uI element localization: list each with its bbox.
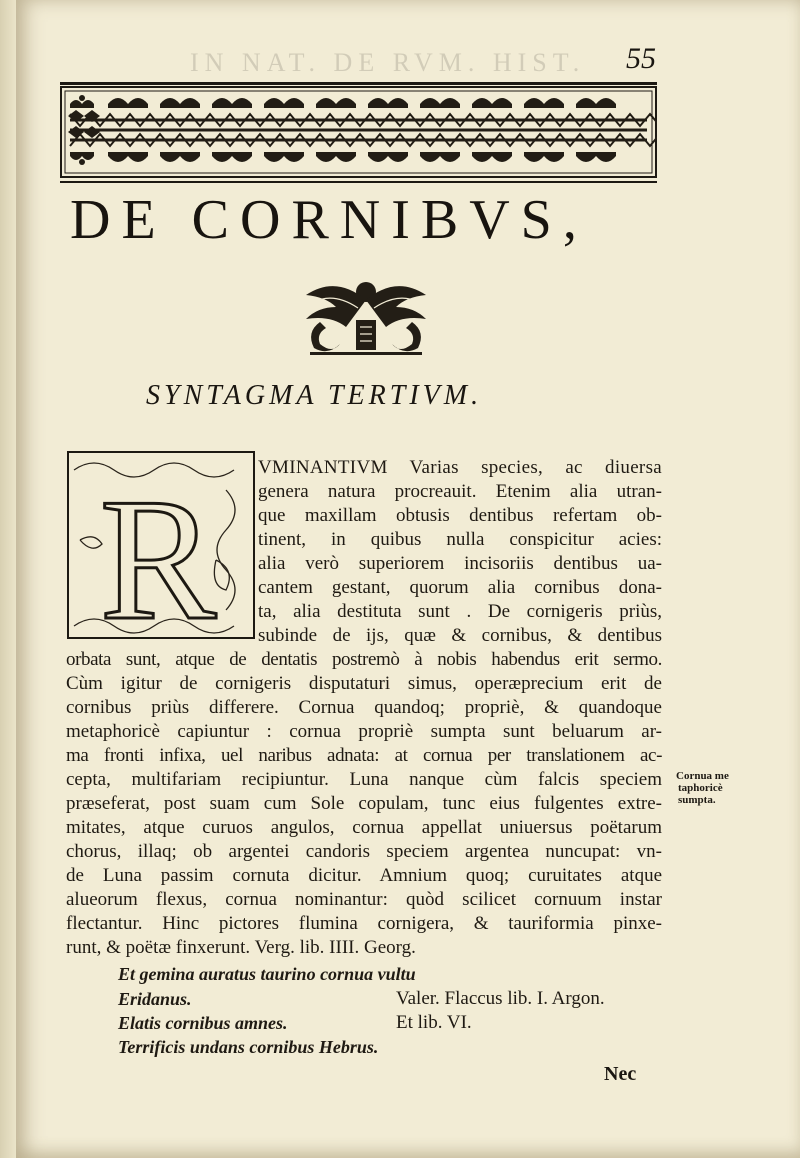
body-line: mitates, atque curuos angulos, cornua appellat uniuersus poëtarum xyxy=(66,817,662,838)
marginal-note-line: taphoricè xyxy=(678,782,723,794)
body-line: metaphoricè capiuntur : cornua propriè sumpta sunt beluarum ar- xyxy=(66,721,662,742)
ornamental-headpiece xyxy=(60,86,657,184)
ornament-vignette xyxy=(300,272,432,356)
body-line: cornibus priùs differere. Cornua quandoq; propriè, & quandoque xyxy=(66,697,662,718)
marginal-note xyxy=(676,770,746,806)
body-line: alueorum flexus, cornua nominantur: quòd scilicet cornuum instar xyxy=(66,889,662,910)
body-line: cantem gestant, quorum alia cornibus dona- xyxy=(258,577,662,598)
catchword: Nec xyxy=(604,1063,637,1085)
body-line: VMINANTIVM Varias species, ac diuersa xyxy=(258,457,662,478)
body-line: subinde de ijs, quæ & cornibus, & dentibus xyxy=(258,625,662,646)
body-line: alia verò superiorem incisoriis dentibus ua- xyxy=(258,553,662,574)
body-line: ma fronti infixa, uel naribus adnata: at cornua per translationem ac- xyxy=(66,745,662,766)
page-gutter xyxy=(0,0,16,1158)
verse-reference: Valer. Flaccus lib. I. Argon. xyxy=(396,988,605,1009)
body-line: flectantur. Hinc pictores flumina cornigera, & tauriformia pinxe- xyxy=(66,913,662,934)
verse-line: Terrificis undans cornibus Hebrus. xyxy=(118,1037,379,1057)
body-line: genera natura procreauit. Etenim alia utran- xyxy=(258,481,662,502)
body-line: ta, alia destituta sunt . De cornigeris priùs, xyxy=(258,601,662,622)
decorated-initial xyxy=(66,450,256,640)
section-subtitle: SYNTAGMA TERTIVM. xyxy=(146,380,483,411)
page-number: 55 xyxy=(626,42,656,75)
marginal-note-line: Cornua me xyxy=(676,770,729,782)
initial-letter: R xyxy=(99,462,217,640)
verse-line: Eridanus. xyxy=(118,989,192,1009)
body-line: Cùm igitur de cornigeris disputaturi simus, operæprecium erit de xyxy=(66,673,662,694)
body-line: runt, & poëtæ finxerunt. Verg. lib. IIII. Georg. xyxy=(66,937,416,958)
chapter-title: DE CORNIBVS, xyxy=(70,189,588,251)
body-line: præseferat, post suam cum Sole copulam, tunc eius fulgentes extre- xyxy=(66,793,662,814)
body-line: orbata sunt, atque de dentatis postremò à nobis habendus erit sermo. xyxy=(66,649,662,670)
running-title: IN NAT. DE RVM. HIST. xyxy=(190,48,586,77)
verse-line: Elatis cornibus amnes. xyxy=(118,1013,288,1033)
running-header xyxy=(60,40,660,80)
body-line: tinent, in quibus nulla conspicitur acies: xyxy=(258,529,662,550)
body-line: chorus, illaq; ob argentei candoris speciem argentea nuncupat: vn- xyxy=(66,841,662,862)
verse-line: Et gemina auratus taurino cornua vultu xyxy=(118,964,416,984)
body-line: de Luna passim cornuta dicitur. Amnium quoq; curuitates atque xyxy=(66,865,662,886)
body-line: cepta, multifariam recipiuntur. Luna nanque cùm falcis speciem xyxy=(66,769,662,790)
verse-reference: Et lib. VI. xyxy=(396,1012,472,1033)
marginal-note-line: sumpta. xyxy=(678,794,716,806)
body-line: que maxillam obtusis dentibus refertam ob- xyxy=(258,505,662,526)
